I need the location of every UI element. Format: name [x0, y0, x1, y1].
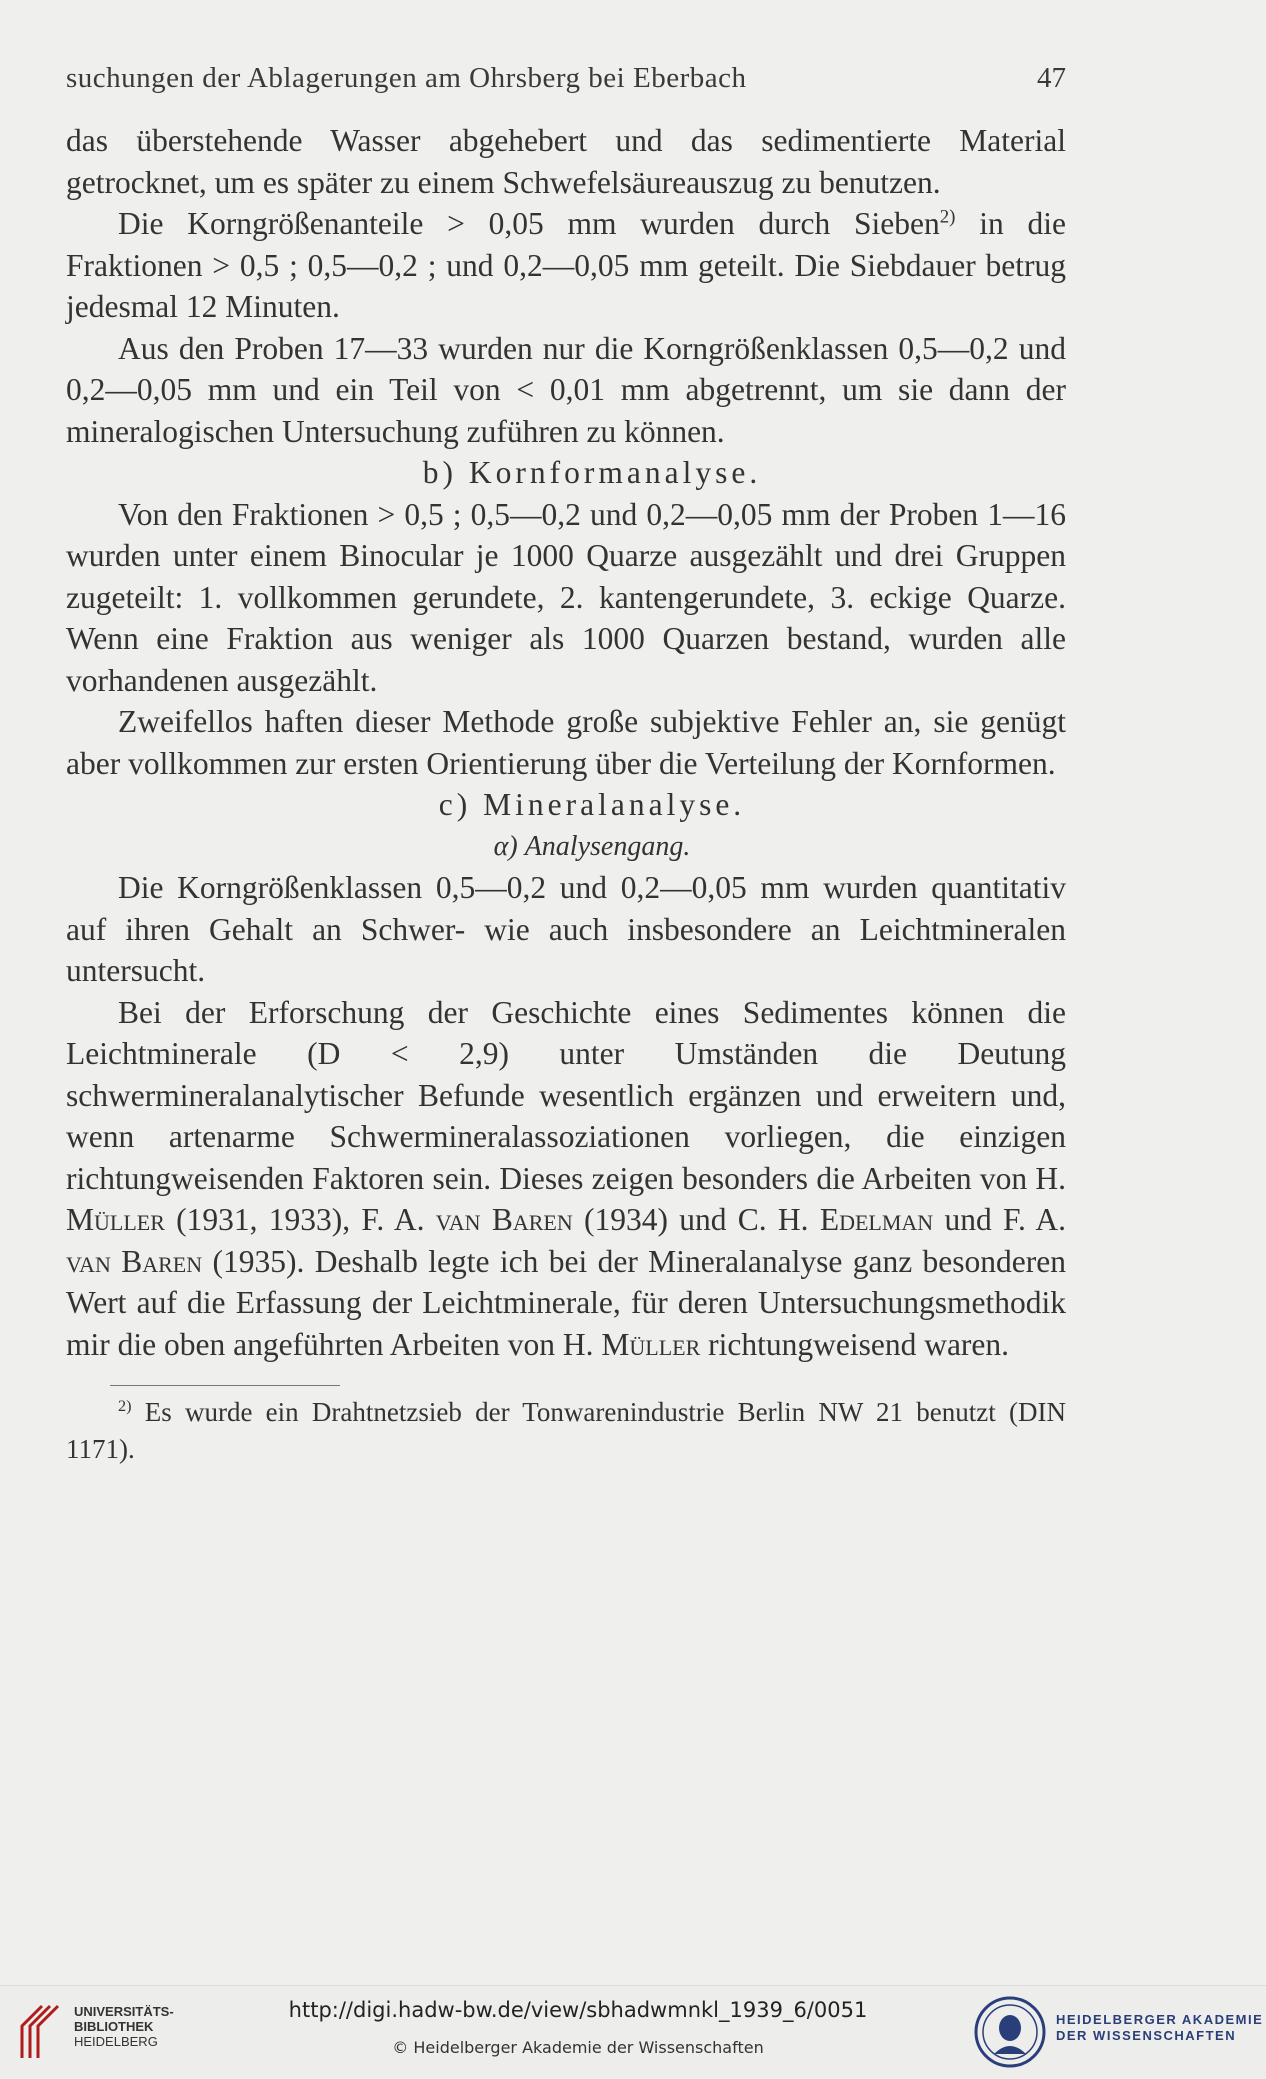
footnote-reference: 2): [939, 206, 956, 228]
paragraph: Die Korngrößenklassen 0,5—0,2 und 0,2—0,05 mm wurden quantitativ auf ihren Gehalt an Schwer- wie auch insbesondere an Leichtmineralen untersucht.: [66, 870, 1066, 988]
footnote-text: Es wurde ein Drahtnetzsieb der Tonwarenindustrie Berlin NW 21 benutzt (DIN 1171).: [66, 1397, 1066, 1464]
library-name-line: HEIDELBERG: [74, 2034, 158, 2049]
digitization-footer: [0, 1985, 1266, 2079]
footnote-divider: [110, 1385, 340, 1386]
academy-name: [1056, 2012, 1263, 2044]
paragraph: [66, 203, 1066, 328]
text-run: (1931, 1933), F. A.: [164, 1202, 436, 1237]
text-run: (1935). Deshalb legte ich bei der Mineralanalyse ganz besonderen Wert auf die Erfassung der Leichtminerale, für deren Untersuchungsmethodik mir die oben angeführten Arbeiten von H.: [66, 1243, 1066, 1362]
author-name: Müller: [66, 1202, 165, 1237]
page-number: 47: [1037, 62, 1066, 94]
permalink-url[interactable]: http://digi.hadw-bw.de/view/sbhadwmnkl_1939_6/0051: [288, 1998, 868, 2022]
author-name: van Baren: [435, 1202, 573, 1237]
paragraph: Aus den Proben 17—33 wurden nur die Korngrößenklassen 0,5—0,2 und 0,2—0,05 mm und ein Teil von < 0,01 mm abgetrennt, um sie dann der mineralogischen Untersuchung zuführen zu können.: [66, 330, 1066, 449]
subsection-heading: α) Analysengang.: [493, 830, 691, 862]
author-name: van Baren: [66, 1243, 203, 1279]
text-run: Bei der Erforschung der Geschichte eines Sedimentes können die Leichtminerale (D < 2,9) unter Umständen die Deutung schwermineralanalytischer Befunde wesentlich ergänzen und erweitern und, wenn artenarme Schwermineralassoziationen vorliegen, die einzigen richtungweisenden Faktoren sein. Dieses zeigen besonders die Arbeiten von H.: [66, 994, 1066, 1196]
footnote-marker: 2): [118, 1397, 132, 1415]
paragraph: das überstehende Wasser abgehebert und das sedimentierte Material getrocknet, um es später zu einem Schwefelsäureauszug zu benutzen.: [66, 123, 1066, 200]
university-library-name: [74, 2004, 174, 2049]
text-run: in die Fraktionen > 0,5 ; 0,5—0,2 ; und 0,2—0,05 mm geteilt. Die Siebdauer betrug jedesmal 12 Minuten.: [66, 206, 1066, 324]
university-library-logo-icon: [14, 2002, 68, 2062]
running-title: suchungen der Ablagerungen am Ohrsberg bei Eberbach: [66, 62, 747, 94]
text-run: richtungweisend waren.: [700, 1326, 1010, 1362]
section-heading: c) Mineralanalyse.: [438, 787, 746, 822]
footnote: [66, 1394, 1066, 1468]
library-name-line: BIBLIOTHEK: [74, 2019, 154, 2034]
academy-name-line: DER WISSENSCHAFTEN: [1056, 2028, 1237, 2043]
author-name: Edelman: [819, 1202, 934, 1237]
text-run: und F. A.: [933, 1202, 1066, 1237]
paragraph: Zweifellos haften dieser Methode große subjektive Fehler an, sie genügt aber vollkommen zur ersten Orientierung über die Verteilung der Kornformen.: [66, 704, 1066, 781]
paragraph: Von den Fraktionen > 0,5 ; 0,5—0,2 und 0,2—0,05 mm der Proben 1—16 wurden unter einem Binocular je 1000 Quarze ausgezählt und drei Gruppen zugeteilt: 1. vollkommen gerundete, 2. kantengerundete, 3. eckige Quarze. Wenn eine Fraktion aus weniger als 1000 Quarzen bestand, wurden alle vorhandenen ausgezählt.: [66, 496, 1066, 698]
paragraph: [66, 992, 1066, 1366]
library-name-line: UNIVERSITÄTS-: [74, 2004, 174, 2019]
body-text: [66, 120, 1066, 1468]
academy-seal-icon: [972, 1994, 1048, 2070]
author-name: Müller: [601, 1326, 701, 1362]
section-heading: b) Kornformanalyse.: [422, 455, 762, 490]
academy-name-line: HEIDELBERGER AKADEMIE: [1056, 2012, 1264, 2027]
text-run: Die Korngrößenanteile > 0,05 mm wurden durch Sieben: [118, 206, 940, 241]
text-run: (1934) und C. H.: [572, 1202, 820, 1237]
copyright-notice: © Heidelberger Akademie der Wissenschaften: [392, 2038, 764, 2057]
